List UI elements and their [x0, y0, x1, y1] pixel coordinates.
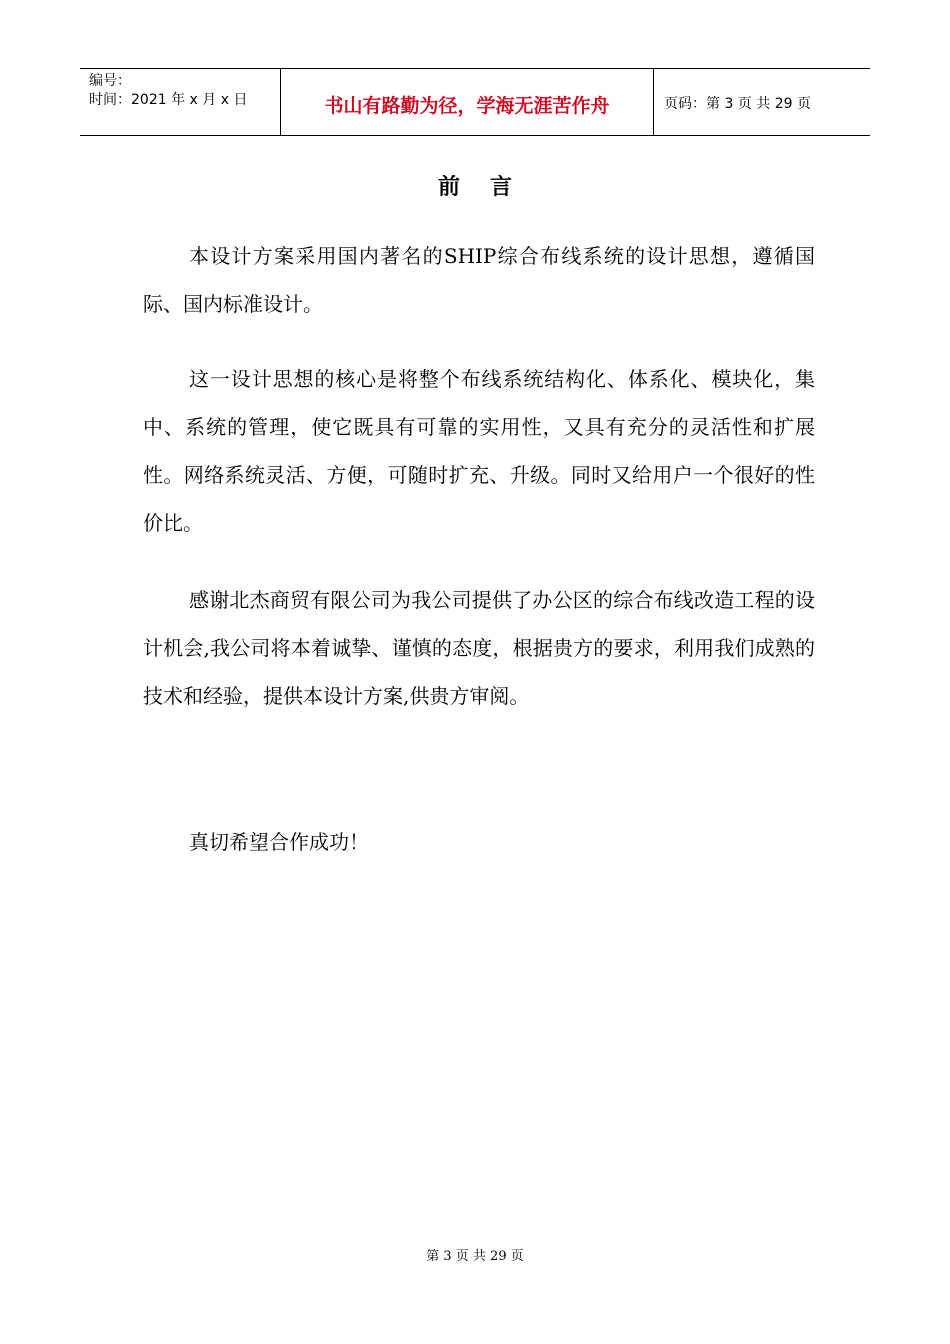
page-footer: 第 3 页 共 29 页 — [426, 1249, 524, 1264]
paragraph-intro: 本设计方案采用国内著名的SHIP综合布线系统的设计思想，遵循国际、国内标准设计。 — [143, 244, 815, 316]
paragraph-closing: 真切希望合作成功！ — [189, 830, 369, 854]
paragraph-core-idea: 这一设计思想的核心是将整个布线系统结构化、体系化、模块化，集中、系统的管理，使它既具有可靠的实用性，又具有充分的灵活性和扩展性。网络系统灵活、方便，可随时扩充、升级。同时又给用户一个很好的性价比。 — [143, 367, 815, 535]
document-date: 时间：2021 年 x 月 x 日 — [89, 92, 248, 108]
header-motto: 书山有路勤为径，学海无涯苦作舟 — [281, 69, 654, 135]
document-number-label: 编号： — [89, 73, 131, 89]
paragraph-thanks: 感谢北杰商贸有限公司为我公司提供了办公区的综合布线改造工程的设计机会,我公司将本着诚挚、谨慎的态度，根据贵方的要求，利用我们成熟的技术和经验，提供本设计方案,供贵方审阅。 — [143, 588, 815, 708]
header-meta-cell — [80, 69, 281, 135]
page-title: 前言 — [437, 175, 542, 200]
header-table — [80, 68, 870, 136]
header-page-code: 页码：第 3 页 共 29 页 — [664, 96, 811, 112]
